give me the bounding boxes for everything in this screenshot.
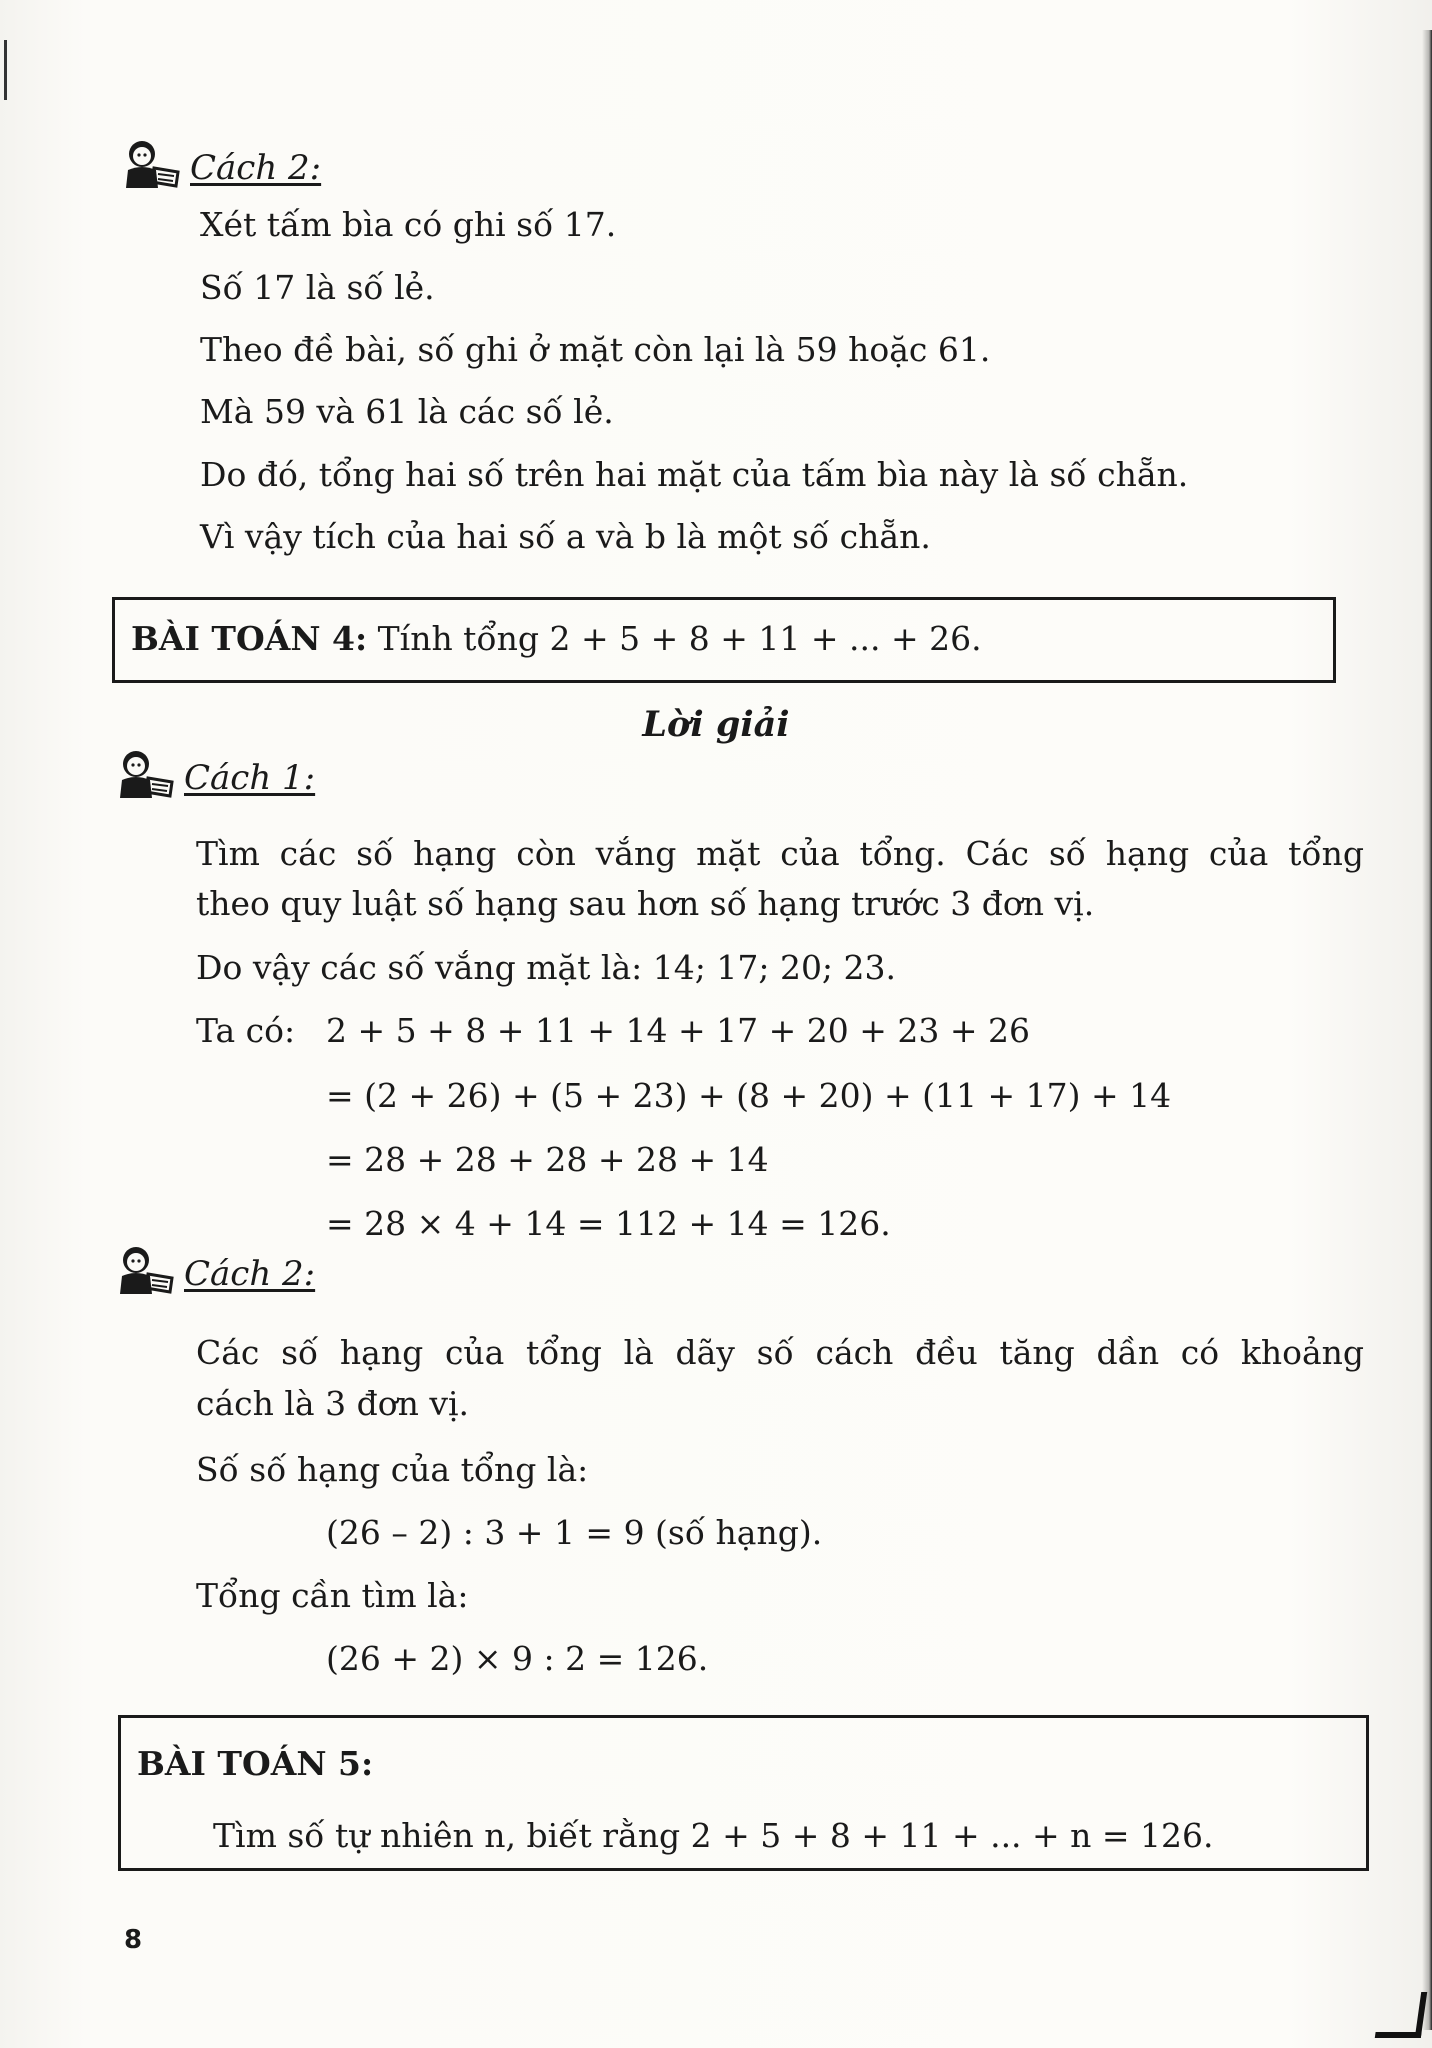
cach2-para-line-2: cách là 3 đơn vị. xyxy=(196,1384,470,1423)
cach1-calc-line-4: = 28 × 4 + 14 = 112 + 14 = 126. xyxy=(326,1204,891,1243)
problem-4-statement xyxy=(131,619,982,659)
cach2-top-line-3: Theo đề bài, số ghi ở mặt còn lại là 59 hoặc 61. xyxy=(200,330,991,369)
problem-5-box xyxy=(118,1715,1369,1871)
cach2-header xyxy=(112,1244,315,1304)
page-edge-mark xyxy=(4,40,7,100)
cach2-label: Cách 2: xyxy=(184,1254,316,1294)
cach2-top-line-1: Xét tấm bìa có ghi số 17. xyxy=(200,205,617,244)
corner-mark xyxy=(1375,1992,1427,2038)
cach2-sum-calc: (26 + 2) × 9 : 2 = 126. xyxy=(326,1639,709,1678)
cach1-para-line-1: Tìm các số hạng còn vắng mặt của tổng. Các số hạng của tổng xyxy=(196,834,1364,873)
cach1-para-line-2: theo quy luật số hạng sau hơn số hạng trước 3 đơn vị. xyxy=(196,884,1095,923)
cach2-top-line-6: Vì vậy tích của hai số a và b là một số chẵn. xyxy=(200,517,931,556)
problem-4-box xyxy=(112,597,1336,683)
solution-heading: Lời giải xyxy=(642,704,790,745)
cach1-calc-line-1: 2 + 5 + 8 + 11 + 14 + 17 + 20 + 23 + 26 xyxy=(326,1011,1030,1050)
cach1-calc-line-3: = 28 + 28 + 28 + 28 + 14 xyxy=(326,1140,769,1179)
cach2-top-line-4: Mà 59 và 61 là các số lẻ. xyxy=(200,392,614,431)
cach2-count-calc: (26 – 2) : 3 + 1 = 9 (số hạng). xyxy=(326,1513,823,1552)
cach2-top-label: Cách 2: xyxy=(190,148,322,188)
problem-4-text: Tính tổng 2 + 5 + 8 + 11 + ... + 26. xyxy=(377,619,982,658)
cach1-taco-label: Ta có: xyxy=(196,1011,296,1050)
cach2-top-line-5: Do đó, tổng hai số trên hai mặt của tấm bìa này là số chẵn. xyxy=(200,455,1189,494)
problem-5-title: BÀI TOÁN 5: xyxy=(137,1744,374,1783)
page-number: 8 xyxy=(124,1925,143,1955)
cach1-calc-line-2: = (2 + 26) + (5 + 23) + (8 + 20) + (11 + 17) + 14 xyxy=(326,1076,1172,1115)
problem-5-text: Tìm số tự nhiên n, biết rằng 2 + 5 + 8 + 11 + ... + n = 126. xyxy=(213,1816,1214,1855)
cach2-count-label: Số số hạng của tổng là: xyxy=(196,1450,589,1489)
cach2-top-line-2: Số 17 là số lẻ. xyxy=(200,268,435,307)
cach2-top-header xyxy=(118,138,321,198)
cach1-missing-terms: Do vậy các số vắng mặt là: 14; 17; 20; 23. xyxy=(196,948,897,987)
girl-reading-icon xyxy=(112,1244,176,1304)
cach1-label: Cách 1: xyxy=(184,758,316,798)
problem-4-title: BÀI TOÁN 4: xyxy=(131,619,368,658)
girl-reading-icon xyxy=(112,748,176,808)
cach2-para-line-1: Các số hạng của tổng là dãy số cách đều tăng dần có khoảng xyxy=(196,1333,1364,1372)
cach2-sum-label: Tổng cần tìm là: xyxy=(196,1576,469,1615)
girl-reading-icon xyxy=(118,138,182,198)
cach1-header xyxy=(112,748,315,808)
page-edge-shadow xyxy=(1422,30,1432,2030)
